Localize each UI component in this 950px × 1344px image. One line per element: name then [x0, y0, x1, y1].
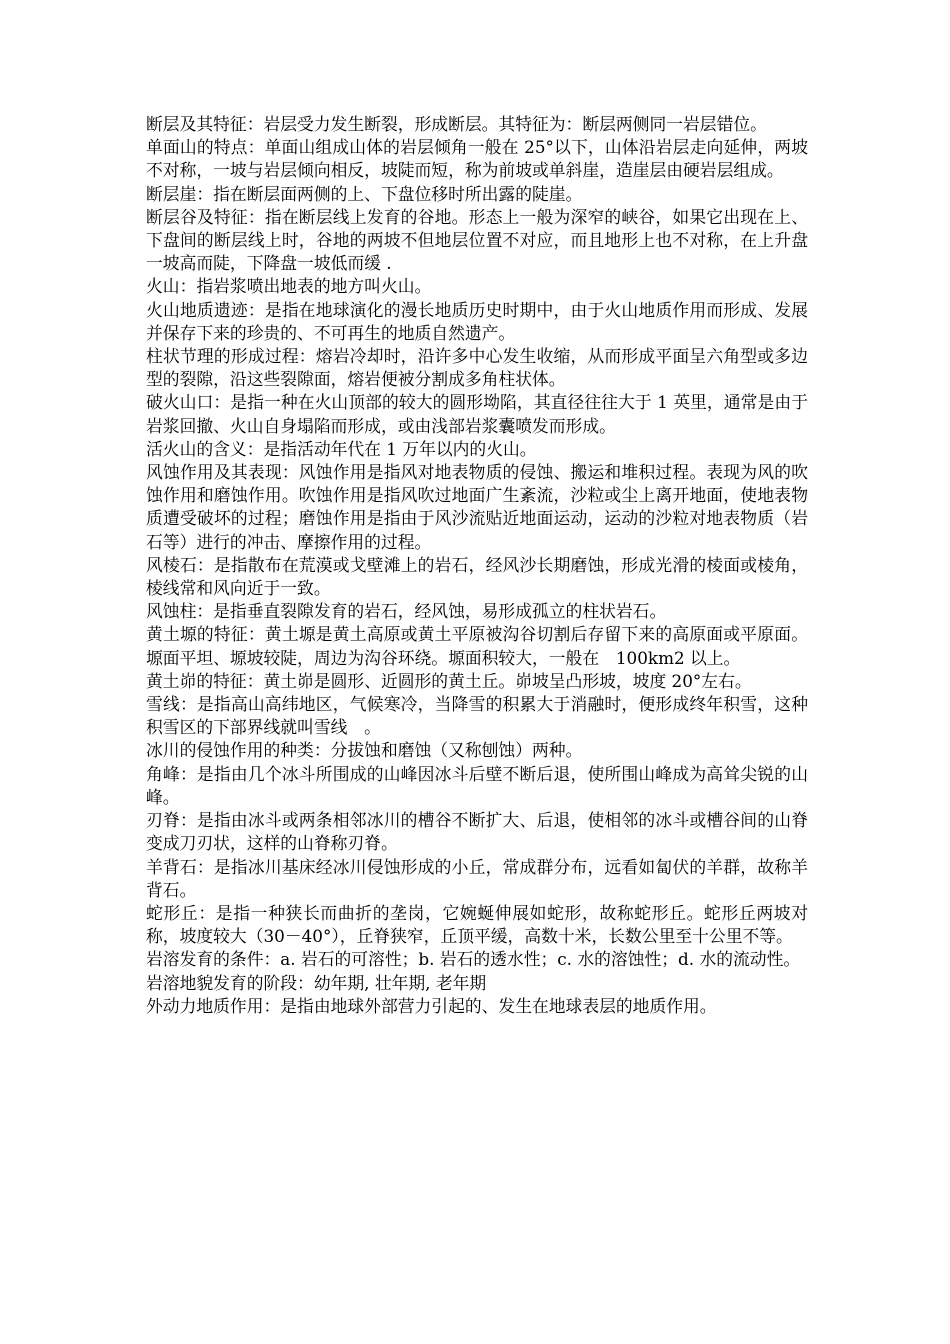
paragraph-columnar-joint: 柱状节理的形成过程：熔岩冷却时，沿许多中心发生收缩，从而形成平面呈六角型或多边型的裂隙，沿这些裂隙面，熔岩便被分割成多角柱状体。 [146, 346, 808, 390]
paragraph-loess-hill: 黄土峁的特征：黄土峁是圆形、近圆形的黄土丘。峁坡呈凸形坡，坡度 20°左右。 [146, 670, 752, 691]
paragraph-karst-stages: 岩溶地貌发育的阶段：幼年期, 壮年期, 老年期 [146, 972, 487, 993]
document-body [146, 113, 808, 1018]
paragraph-volcanic-heritage: 火山地质遗迹：是指在地球演化的漫长地质历史时期中，由于火山地质作用而形成、发展并保存下来的珍贵的、不可再生的地质自然遗产。 [146, 299, 808, 343]
paragraph-wind-erosion: 风蚀作用及其表现：风蚀作用是指风对地表物质的侵蚀、搬运和堆积过程。表现为风的吹蚀作用和磨蚀作用。吹蚀作用是指风吹过地面广生紊流，沙粒或尘上离开地面，使地表物质遭受破坏的过程；磨蚀作用是指由于风沙流贴近地面运动，运动的沙粒对地表物质（岩石等）进行的冲击、摩擦作用的过程。 [146, 462, 808, 552]
paragraph-fault-scarp: 断层崖：指在断层面两侧的上、下盘位移时所出露的陡崖。 [146, 183, 583, 204]
paragraph-wind-pillar: 风蚀柱：是指垂直裂隙发育的岩石，经风蚀，易形成孤立的柱状岩石。 [146, 601, 667, 622]
paragraph-horn-peak: 角峰：是指由几个冰斗所围成的山峰因冰斗后壁不断后退，使所围山峰成为高耸尖锐的山峰。 [146, 763, 808, 807]
paragraph-ventifact: 风棱石：是指散布在荒漠或戈壁滩上的岩石，经风沙长期磨蚀，形成光滑的棱面或棱角，棱线常和风向近于一致。 [146, 554, 808, 599]
paragraph-cuesta: 单面山的特点：单面山组成山体的岩层倾角一般在 25°以下，山体沿岩层走向延伸，两坡不对称，一坡与岩层倾向相反，坡陡而短，称为前坡或单斜崖，造崖层由硬岩层组成。 [146, 137, 808, 181]
paragraph-loess-tableland: 黄土塬的特征：黄土塬是黄土高原或黄土平原被沟谷切割后存留下来的高原面或平原面。塬面平坦、塬坡较陡，周边为沟谷环绕。塬面积较大，一般在 100km2 以上。 [146, 624, 808, 668]
paragraph-esker: 蛇形丘：是指一种狭长而曲折的垄岗，它婉蜒伸展如蛇形，故称蛇形丘。蛇形丘两坡对称，坡度较大（30－40°），丘脊狭窄，丘顶平缓，高数十米，长数公里至十公里不等。 [146, 902, 808, 947]
paragraph-exogenic-action: 外动力地质作用：是指由地球外部营力引起的、发生在地球表层的地质作用。 [146, 995, 717, 1016]
paragraph-volcano: 火山：指岩浆喷出地表的地方叫火山。 [146, 276, 432, 297]
paragraph-fault: 断层及其特征：岩层受力发生断裂，形成断层。其特征为：断层两侧同一岩层错位。 [146, 114, 767, 134]
paragraph-caldera: 破火山口：是指一种在火山顶部的较大的圆形坳陷，其直径往往大于 1 英里，通常是由于岩浆回撤、火山自身塌陷而形成，或由浅部岩浆囊喷发而形成。 [146, 392, 808, 436]
paragraph-arete: 刃脊：是指由冰斗或两条相邻冰川的槽谷不断扩大、后退，使相邻的冰斗或槽谷间的山脊变成刀刃状，这样的山脊称刃脊。 [146, 810, 808, 854]
paragraph-glacial-erosion: 冰川的侵蚀作用的种类：分拔蚀和磨蚀（又称刨蚀）两种。 [146, 740, 583, 761]
paragraph-karst-conditions: 岩溶发育的条件：a. 岩石的可溶性；b. 岩石的透水性；c. 水的溶蚀性；d. 水的流动性。 [146, 949, 801, 970]
paragraph-roche-moutonnee: 羊背石：是指冰川基床经冰川侵蚀形成的小丘，常成群分布，远看如匐伏的羊群，故称羊背石。 [146, 856, 808, 900]
paragraph-active-volcano: 活火山的含义：是指活动年代在 1 万年以内的火山。 [146, 438, 537, 459]
paragraph-fault-valley: 断层谷及特征：指在断层线上发育的谷地。形态上一般为深窄的峡谷，如果它出现在上、下盘间的断层线上时，谷地的两坡不但地层位置不对应，而且地形上也不对称，在上升盘一坡高而陡，下降盘一坡低而缓 . [146, 206, 808, 274]
paragraph-snow-line: 雪线：是指高山高纬地区，气候寒冷，当降雪的积累大于消融时，便形成终年积雪，这种积雪区的下部界线就叫雪线 。 [146, 694, 808, 738]
